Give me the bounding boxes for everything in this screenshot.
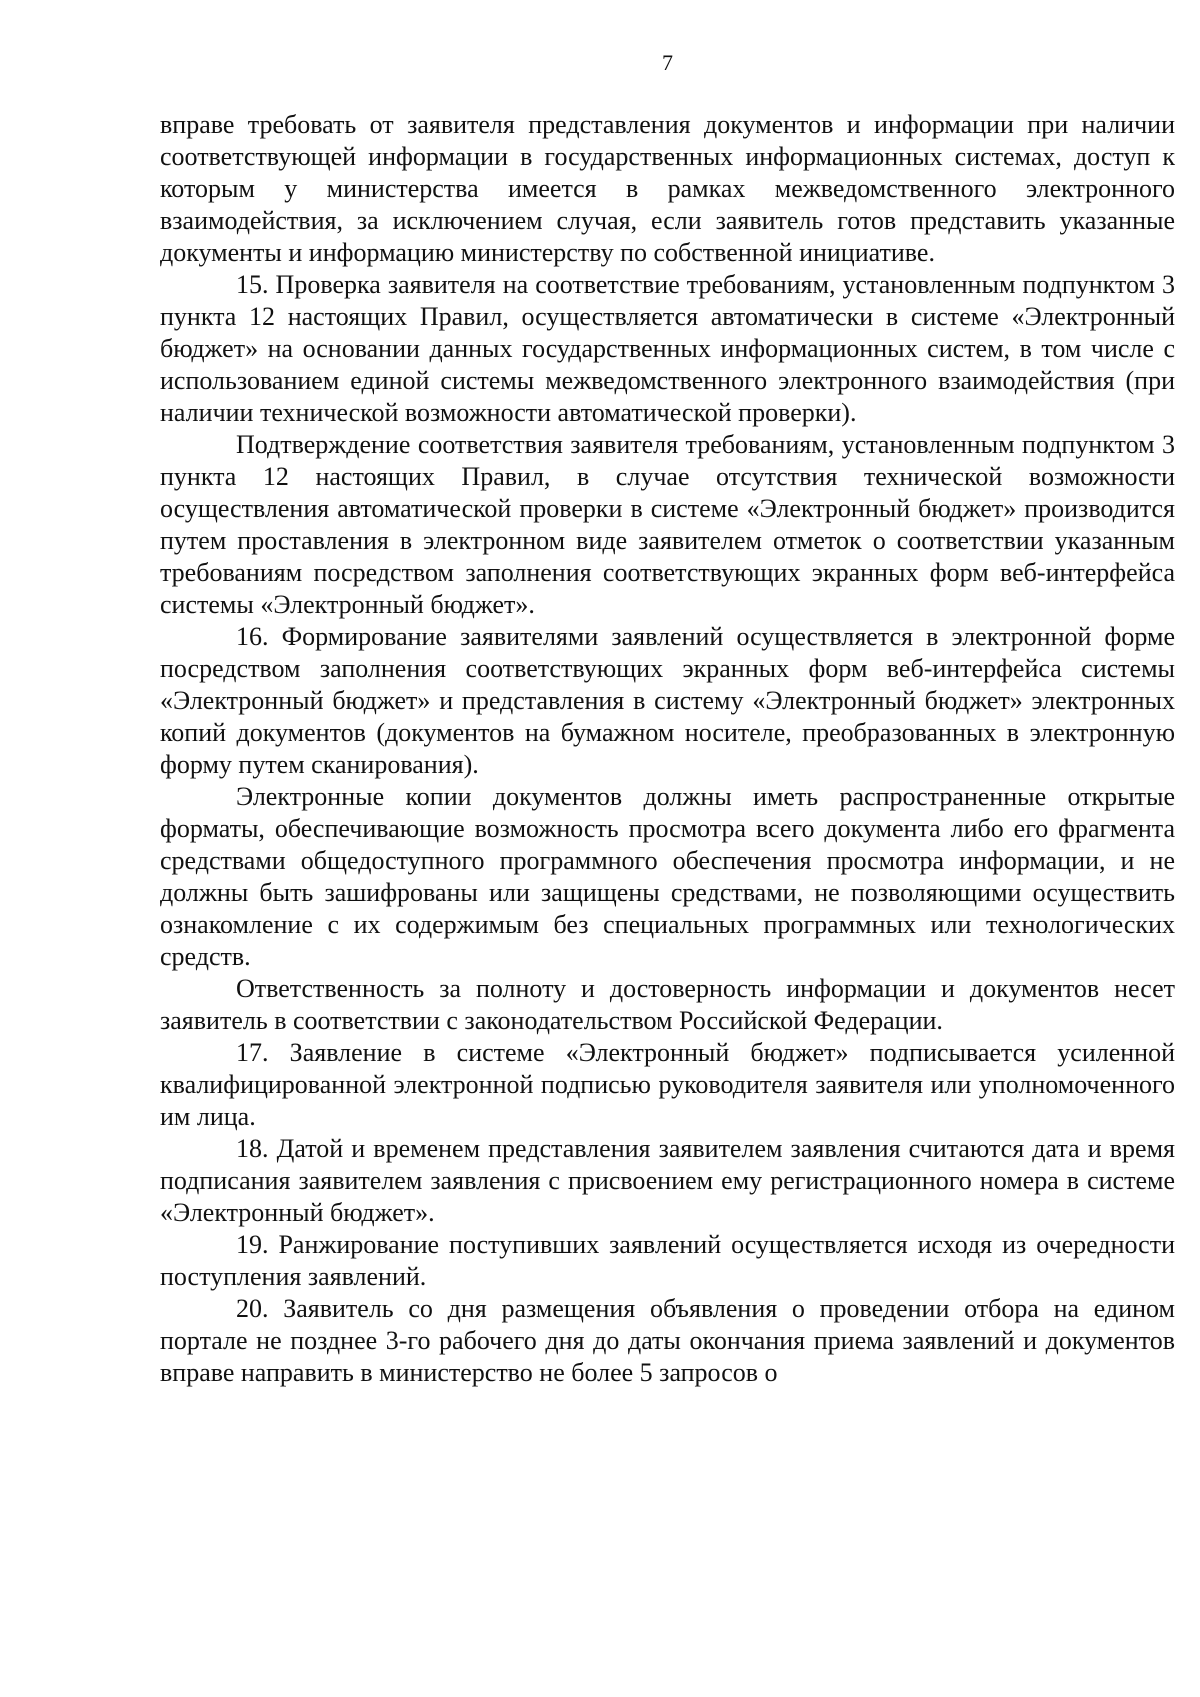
page-number: 7 xyxy=(662,50,673,75)
paragraph-continuation: вправе требовать от заявителя представления документов и информации при наличии соответствующей информации в государственных информационных системах, доступ к которым у министерства имеется в рамках межведомственного электронного взаимодействия, за исключением случая, если заявитель готов представить указанные документы и информацию министерству по собственной инициативе. xyxy=(160,110,1175,267)
paragraph-electronic-copies: Электронные копии документов должны иметь распространенные открытые форматы, обеспечивающие возможность просмотра всего документа либо его фрагмента средствами общедоступного программного обеспечения просмотра информации, и не должны быть зашифрованы или защищены средствами, не позволяющими осуществить ознакомление с их содержимым без специальных программных или технологических средств. xyxy=(160,782,1175,971)
paragraph-item-15: 15. Проверка заявителя на соответствие требованиям, установленным подпунктом 3 пункта 12 настоящих Правил, осуществляется автоматически в системе «Электронный бюджет» на основании данных государственных информационных систем, в том числе с использованием единой системы межведомственного электронного взаимодействия (при наличии технической возможности автоматической проверки). xyxy=(160,270,1175,427)
paragraph-responsibility: Ответственность за полноту и достоверность информации и документов несет заявитель в соответствии с законодательством Российской Федерации. xyxy=(160,974,1175,1035)
paragraph-item-16: 16. Формирование заявителями заявлений осуществляется в электронной форме посредством заполнения соответствующих экранных форм веб-интерфейса системы «Электронный бюджет» и представления в систему «Электронный бюджет» электронных копий документов (документов на бумажном носителе, преобразованных в электронную форму путем сканирования). xyxy=(160,622,1175,779)
paragraph-item-19: 19. Ранжирование поступивших заявлений осуществляется исходя из очередности поступления заявлений. xyxy=(160,1230,1175,1291)
document-body xyxy=(160,109,1175,1389)
paragraph-item-18: 18. Датой и временем представления заявителем заявления считаются дата и время подписания заявителем заявления с присвоением ему регистрационного номера в системе «Электронный бюджет». xyxy=(160,1134,1175,1227)
paragraph-item-20: 20. Заявитель со дня размещения объявления о проведении отбора на едином портале не позднее 3-го рабочего дня до даты окончания приема заявлений и документов вправе направить в министерство не более 5 запросов о xyxy=(160,1294,1175,1387)
paragraph-confirmation: Подтверждение соответствия заявителя требованиям, установленным подпунктом 3 пункта 12 настоящих Правил, в случае отсутствия технической возможности осуществления автоматической проверки в системе «Электронный бюджет» производится путем проставления в электронном виде заявителем отметок о соответствии указанным требованиям посредством заполнения соответствующих экранных форм веб-интерфейса системы «Электронный бюджет». xyxy=(160,430,1175,619)
paragraph-item-17: 17. Заявление в системе «Электронный бюджет» подписывается усиленной квалифицированной электронной подписью руководителя заявителя или уполномоченного им лица. xyxy=(160,1038,1175,1131)
